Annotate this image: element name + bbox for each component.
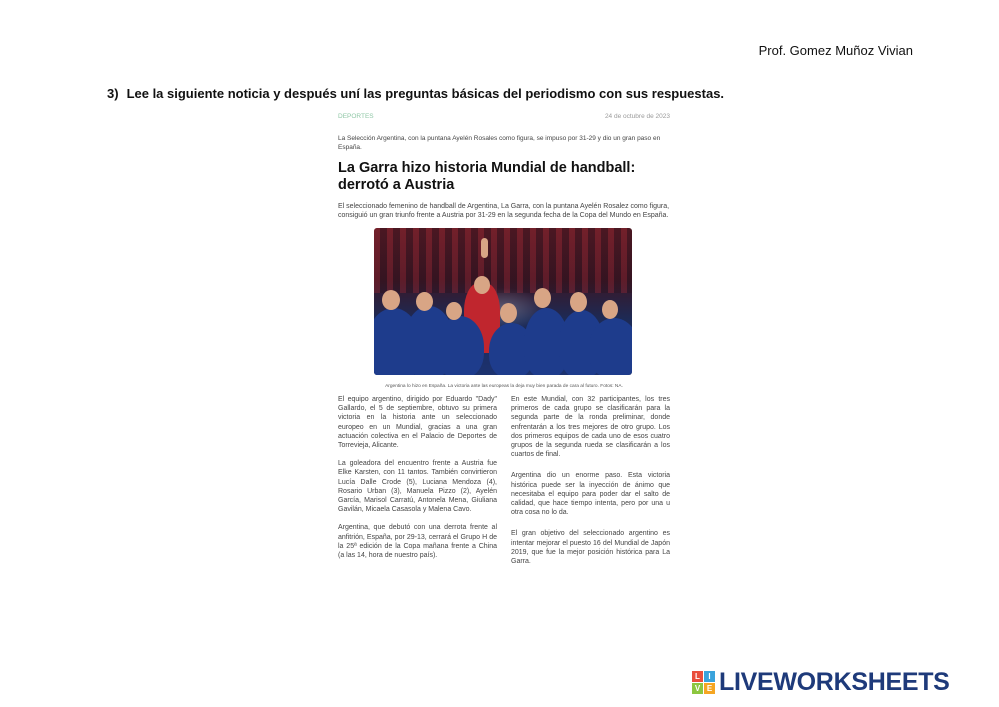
article-photo: [374, 228, 632, 375]
article-summary: El seleccionado femenino de handball de Argentina, La Garra, con la puntana Ayelén Rosalez como figura, consiguió un gran triunfo frente a Austria por 31-29 en la segunda fecha de la Copa del Mundo en España.: [338, 203, 670, 219]
photo-caption: Argentina lo hizo en España. La victoria ante las europeas la deja muy bien parada de cara al futuro. Fotos: NA.: [385, 384, 623, 389]
paragraph: En este Mundial, con 32 participantes, los tres primeros de cada grupo se clasificarán para la segunda parte de la ronda preliminar, donde enfrentarán a los tres mejores de otro grupo. Los dos primeros equipos de cada uno de esos cuatro grupos de la segunda rueda se clasificarán a los cuartos de final.: [511, 396, 670, 459]
logo-letter: L: [692, 671, 703, 682]
instruction-number: 3): [107, 86, 119, 101]
article-lead: La Selección Argentina, con la puntana Ayelén Rosales como figura, se impuso por 31-29 y dio un gran paso en España.: [338, 135, 661, 151]
instruction-text: Lee la siguiente noticia y después uní las preguntas básicas del periodismo con sus respuestas.: [126, 86, 725, 101]
article-column-right: [511, 395, 670, 578]
section-tag: DEPORTES: [338, 113, 374, 120]
paragraph: La goleadora del encuentro frente a Austria fue Elke Karsten, con 11 tantos. También convirtieron Lucía Dalle Crode (5), Luciana Mendoza (4), Rosario Urban (3), Manuela Pizzo (2), Ayelén García, Marisol Carratú, Antonela Mena, Giuliana Gavilán, Micaela Casasola y Malena Cavo.: [338, 460, 497, 514]
logo-mark-icon: [692, 671, 715, 694]
article-date: 24 de octubre de 2023: [604, 113, 670, 120]
news-article: [338, 113, 670, 578]
paragraph: El gran objetivo del seleccionado argentino es intentar mejorar el puesto 16 del Mundial de Japón 2019, que fue la mejor posición histórica para La Garra.: [511, 530, 670, 566]
liveworksheets-logo: [692, 668, 950, 697]
logo-letter: E: [704, 683, 715, 694]
article-column-left: [338, 395, 497, 578]
author-name: Prof. Gomez Muñoz Vivian: [758, 43, 913, 58]
instruction: [107, 86, 724, 101]
article-meta: [338, 113, 670, 120]
brand-name: LIVEWORKSHEETS: [719, 668, 950, 696]
paragraph: Argentina, que debutó con una derrota frente al anfitrión, España, por 29-13, cerrará el Grupo H de la 25ª edición de la Copa mañana frente a China (a las 14, hora de nuestro país).: [338, 524, 497, 560]
logo-letter: I: [704, 671, 715, 682]
paragraph: El equipo argentino, dirigido por Eduardo "Dady" Gallardo, el 5 de septiembre, obtuvo su primera victoria en la historia ante un seleccionado europeo en un Mundial, gracias a una gran actuación colectiva en el Palacio de Deportes de Torrevieja, Alicante.: [338, 396, 497, 450]
paragraph: Argentina dio un enorme paso. Esta victoria histórica puede ser la inyección de ánimo que necesitaba el equipo para poder dar el salto de calidad, que hace tiempo intenta, pero por una u otra cosa no lo da.: [511, 472, 670, 517]
article-headline: La Garra hizo historia Mundial de handball: derrotó a Austria: [338, 160, 636, 193]
article-body: [338, 395, 670, 578]
logo-letter: V: [692, 683, 703, 694]
